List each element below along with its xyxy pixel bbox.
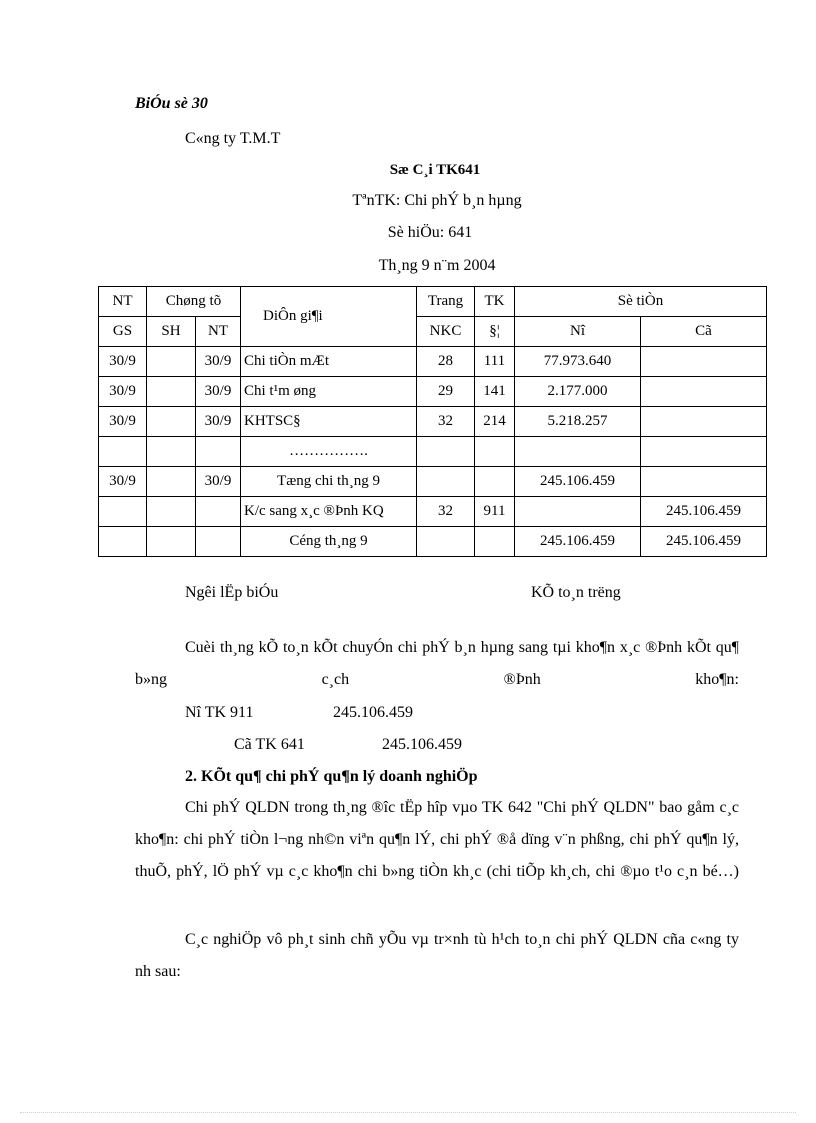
entry-debit-amount: 245.106.459 [333,704,413,721]
cell-credit [641,407,767,437]
cell-desc: K/c sang x¸c ®Þnh KQ [241,497,417,527]
col-header-co: Cã [641,317,767,347]
cell-nt: 30/9 [196,347,241,377]
col-header-gs: GS [99,317,147,347]
cell-desc: Chi t¹m øng [241,377,417,407]
col-header-trang: Trang [417,287,475,317]
form-label: BiÓu sè 30 [135,95,208,112]
cell-acct [475,437,515,467]
cell-credit [641,467,767,497]
cell-page [417,527,475,557]
cell-page: 28 [417,347,475,377]
cell-acct: 911 [475,497,515,527]
cell-desc: Céng th¸ng 9 [241,527,417,557]
period: Th¸ng 9 n¨m 2004 [378,257,496,274]
cell-nt: 30/9 [196,407,241,437]
cell-debit [515,497,641,527]
cell-nt [196,437,241,467]
cell-acct: 214 [475,407,515,437]
cell-credit: 245.106.459 [641,497,767,527]
cell-gs [99,497,147,527]
cell-gs: 30/9 [99,407,147,437]
cell-nt [196,527,241,557]
closing-entry-paragraph: Cuèi th¸ng kÕ to¸n kÕt chuyÓn chi phÝ b¸n hµng sang tµi kho¶n x¸c ®Þnh kÕt qu¶ b»ng c¸ch ®Þnh kho¶n: [135,639,739,688]
entry-credit-amount: 245.106.459 [382,736,462,753]
table-row [99,347,767,377]
cell-acct: 141 [475,377,515,407]
table-header-row [99,287,767,317]
section-heading: 2. KÕt qu¶ chi phÝ qu¶n lý doanh nghiÖp [185,768,478,785]
cell-gs [99,527,147,557]
cell-sh [147,497,196,527]
table-row [99,497,767,527]
cell-debit: 77.973.640 [515,347,641,377]
cell-acct: 111 [475,347,515,377]
cell-debit: 245.106.459 [515,527,641,557]
cell-credit [641,347,767,377]
cell-acct [475,527,515,557]
cell-credit: 245.106.459 [641,527,767,557]
cell-page [417,437,475,467]
cell-desc: Chi tiÒn mÆt [241,347,417,377]
cell-nt: 30/9 [196,377,241,407]
cell-desc: Tæng chi th¸ng 9 [241,467,417,497]
table-row [99,527,767,557]
col-header-chung-tu: Chøng tõ [147,287,241,317]
cell-nt [196,497,241,527]
cell-sh [147,407,196,437]
cell-debit [515,437,641,467]
cell-page: 32 [417,407,475,437]
col-header-no: Nî [515,317,641,347]
page-bottom-rule [20,1112,796,1113]
cell-debit: 5.218.257 [515,407,641,437]
cell-gs: 30/9 [99,347,147,377]
cell-page: 32 [417,497,475,527]
cell-page: 29 [417,377,475,407]
cell-sh [147,467,196,497]
cell-gs: 30/9 [99,377,147,407]
account-number: Sè hiÖu: 641 [387,224,473,241]
cell-nt: 30/9 [196,467,241,497]
account-name: TªnTK: Chi phÝ b¸n hµng [352,192,522,209]
col-header-nt: NT [99,287,147,317]
cell-desc: ……………. [241,437,417,467]
cell-credit [641,377,767,407]
qldn-paragraph: Chi phÝ QLDN trong th¸ng ®îc tËp hîp vµo TK 642 "Chi phÝ QLDN" bao gåm c¸c kho¶n: chi phÝ tiÒn l¬ng nh©n viªn qu¶n lÝ, chi phÝ ®å dïng v¨n phßng, chi phÝ qu¶n lý, thuÕ, phÝ, lÖ phÝ vµ c¸c kho¶n chi b»ng tiÒn kh¸c (chi tiÕp kh¸ch, chi ®µo t¹o c¸n bé…) [135,799,739,880]
table-row [99,407,767,437]
cell-debit: 2.177.000 [515,377,641,407]
table-row [99,377,767,407]
cell-gs [99,437,147,467]
col-header-nkc: NKC [417,317,475,347]
col-header-so-tien: Sè tiÒn [515,287,767,317]
cell-gs: 30/9 [99,467,147,497]
table-subheader-row [99,317,767,347]
signature-preparer: Ngêi lËp biÓu [185,584,279,601]
process-paragraph: C¸c nghiÖp vô ph¸t sinh chñ yÕu vµ tr×nh tù h¹ch to¸n chi phÝ QLDN cña c«ng ty nh sau: [135,931,739,980]
cell-acct [475,467,515,497]
ledger-table [98,286,767,557]
cell-sh [147,377,196,407]
col-header-tk-du: §¦ [475,317,515,347]
ledger-title: Sæ C¸i TK641 [389,162,481,178]
entry-credit-label: Cã TK 641 [234,736,305,753]
col-header-dien-giai: DiÔn gi¶i [241,287,417,347]
table-row [99,437,767,467]
signature-accountant: KÕ to¸n trëng [531,584,621,601]
table-row [99,467,767,497]
cell-desc: KHTSC§ [241,407,417,437]
cell-sh [147,437,196,467]
col-header-nt-date: NT [196,317,241,347]
col-header-tk: TK [475,287,515,317]
cell-debit: 245.106.459 [515,467,641,497]
cell-page [417,467,475,497]
cell-sh [147,347,196,377]
company-name: C«ng ty T.M.T [185,130,281,147]
cell-credit [641,437,767,467]
entry-debit-label: Nî TK 911 [185,704,254,721]
cell-sh [147,527,196,557]
col-header-sh: SH [147,317,196,347]
